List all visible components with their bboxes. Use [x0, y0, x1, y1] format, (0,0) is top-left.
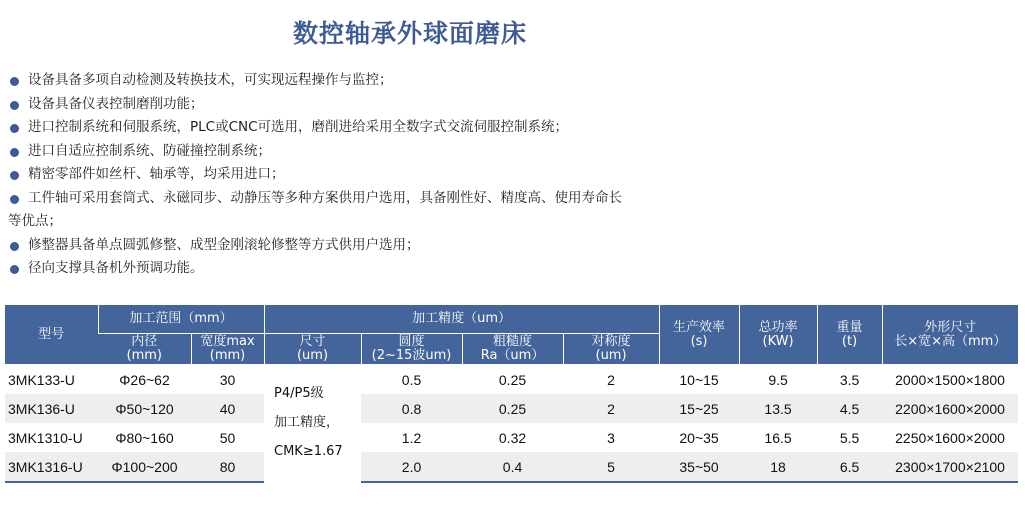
cell-symmetry: 2: [563, 394, 659, 423]
cell-model: 3MK1316-U: [5, 452, 98, 482]
size-note-line: CMK≥1.67: [274, 444, 343, 459]
header-power: 总功率 (KW): [739, 305, 817, 365]
page-title: 数控轴承外球面磨床: [292, 19, 527, 48]
header-roughness: 粗糙度 Ra（um）: [462, 334, 563, 365]
cell-weight: 6.5: [817, 452, 882, 482]
cell-power: 18: [739, 452, 817, 482]
feature-list: [8, 69, 633, 281]
cell-model: 3MK136-U: [5, 394, 98, 423]
cell-symmetry: 5: [563, 452, 659, 482]
cell-inner: Φ50~120: [98, 394, 191, 423]
bullet-dot-icon: [10, 242, 19, 251]
table-row: [5, 365, 1018, 395]
header-symmetry: 对称度 (um): [563, 334, 659, 365]
header-size: 尺寸 (um): [264, 334, 361, 365]
cell-roundness: 1.2: [361, 423, 462, 452]
cell-width: 40: [191, 394, 264, 423]
bullet-dot-icon: [10, 148, 19, 157]
header-roundness: 圆度 (2~15波um): [361, 334, 462, 365]
cell-width: 50: [191, 423, 264, 452]
cell-power: 9.5: [739, 365, 817, 395]
feature-item: 修整器具备单点圆弧修整、成型金刚滚轮修整等方式供用户选用；: [8, 234, 633, 258]
cell-inner: Φ80~160: [98, 423, 191, 452]
cell-weight: 5.5: [817, 423, 882, 452]
bullet-dot-icon: [10, 265, 19, 274]
feature-item: 精密零部件如丝杆、轴承等，均采用进口；: [8, 163, 633, 187]
cell-roughness: 0.25: [462, 365, 563, 395]
cell-roundness: 0.8: [361, 394, 462, 423]
header-weight: 重量 (t): [817, 305, 882, 365]
feature-item: 设备具备多项自动检测及转换技术，可实现远程操作与监控；: [8, 69, 633, 93]
feature-item: 设备具备仪表控制磨削功能；: [8, 93, 633, 117]
cell-dims: 2000×1500×1800: [882, 365, 1018, 395]
header-range: 加工范围（mm）: [98, 305, 264, 334]
cell-dims: 2250×1600×2000: [882, 423, 1018, 452]
cell-efficiency: 10~15: [659, 365, 739, 395]
cell-width: 30: [191, 365, 264, 395]
bullet-dot-icon: [10, 195, 19, 204]
feature-item: 进口自适应控制系统、防碰撞控制系统；: [8, 140, 633, 164]
cell-model: 3MK1310-U: [5, 423, 98, 452]
cell-symmetry: 3: [563, 423, 659, 452]
cell-size-note: [264, 365, 361, 483]
feature-item: 进口控制系统和伺服系统，PLC或CNC可选用，磨削进给采用全数字式交流伺服控制系统；: [8, 116, 633, 140]
cell-efficiency: 35~50: [659, 452, 739, 482]
cell-model: 3MK133-U: [5, 365, 98, 395]
size-note-line: P4/P5级: [274, 386, 324, 401]
header-model: 型号: [5, 305, 98, 365]
cell-efficiency: 15~25: [659, 394, 739, 423]
cell-roughness: 0.32: [462, 423, 563, 452]
cell-weight: 4.5: [817, 394, 882, 423]
cell-power: 16.5: [739, 423, 817, 452]
cell-inner: Φ26~62: [98, 365, 191, 395]
cell-dims: 2300×1700×2100: [882, 452, 1018, 482]
size-note-line: 加工精度，: [274, 415, 340, 430]
feature-item: 径向支撑具备机外预调功能。: [8, 257, 633, 281]
header-width-max: 宽度max (mm): [191, 334, 264, 365]
cell-roundness: 2.0: [361, 452, 462, 482]
cell-weight: 3.5: [817, 365, 882, 395]
header-inner-dia: 内径 (mm): [98, 334, 191, 365]
spec-table: [5, 305, 1018, 483]
cell-dims: 2200×1600×2000: [882, 394, 1018, 423]
cell-width: 80: [191, 452, 264, 482]
header-dimensions: 外形尺寸 长×宽×高（mm）: [882, 305, 1018, 365]
table-row: [5, 423, 1018, 452]
cell-inner: Φ100~200: [98, 452, 191, 482]
bullet-dot-icon: [10, 101, 19, 110]
bullet-dot-icon: [10, 77, 19, 86]
cell-roundness: 0.5: [361, 365, 462, 395]
feature-item: 工件轴可采用套筒式、永磁同步、动静压等多种方案供用户选用，具备刚性好、精度高、使用寿命长等优点；: [8, 189, 622, 229]
table-row: [5, 452, 1018, 482]
cell-symmetry: 2: [563, 365, 659, 395]
cell-roughness: 0.25: [462, 394, 563, 423]
table-row: [5, 394, 1018, 423]
cell-efficiency: 20~35: [659, 423, 739, 452]
bullet-dot-icon: [10, 171, 19, 180]
cell-roughness: 0.4: [462, 452, 563, 482]
cell-power: 13.5: [739, 394, 817, 423]
header-precision: 加工精度（um）: [264, 305, 659, 334]
header-efficiency: 生产效率 (s): [659, 305, 739, 365]
bullet-dot-icon: [10, 124, 19, 133]
